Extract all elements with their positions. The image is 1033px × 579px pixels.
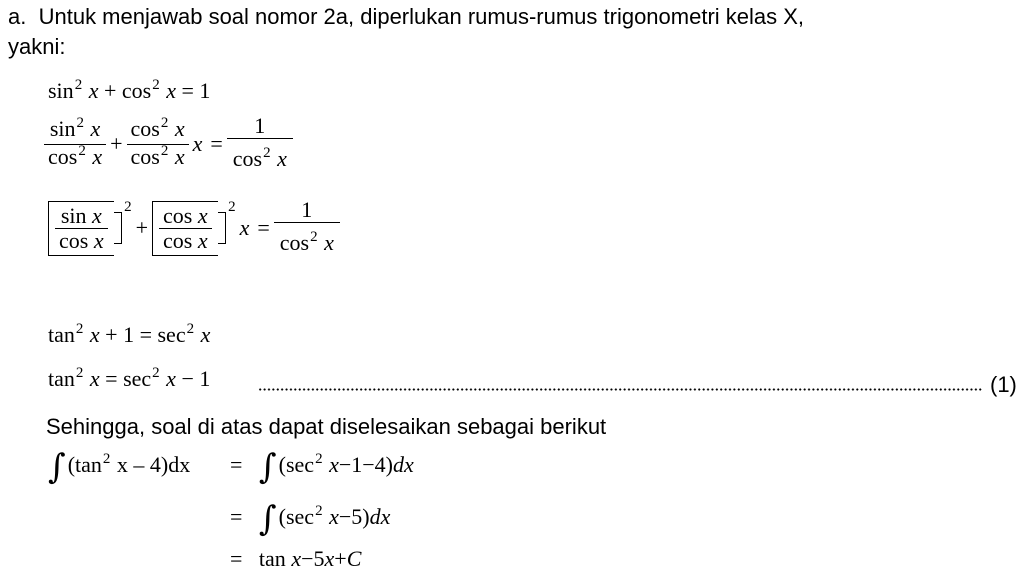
- conclusion-text: Sehingga, soal di atas dapat diselesaikan sebagai berikut: [46, 414, 607, 439]
- intro-text: Untuk menjawab soal nomor 2a, diperlukan rumus-rumus trigonometri kelas X,: [38, 4, 805, 29]
- fraction-1-over-cos2: $\frac{1}{\cos^2 x}$: [227, 114, 293, 174]
- integral-step-2: = $\int(\sec^2$ x−5)dx: [230, 499, 391, 539]
- integral-sign-icon: ∫: [258, 447, 277, 487]
- fraction-sin2-over-cos2: $\frac{\sin^2 x}{\cos^2 x}$: [44, 117, 106, 172]
- integral-step-1: = $\int(\sec^2$ x−1−4)dx: [230, 447, 414, 487]
- fraction-cos2-over-cos2: $\frac{\cos^2 x}{\cos^2 x}$: [127, 117, 189, 172]
- left-bracket-group-2: $\frac{\text{cos x}}{\text{cos x}}$: [152, 201, 218, 256]
- left-bracket-group-1: $\frac{\text{sin x}}{\text{cos x}}$: [48, 201, 114, 256]
- intro-line-2: yakni:: [8, 34, 66, 59]
- identity-line-4: $\tan^2 x + 1 = \sec^2 x$: [48, 321, 211, 347]
- identity-line-3: $\frac{\text{sin x}}{\text{cos x}}$ 2+ $\frac{\text{cos x}}{\text{cos x}}$ 2x = $\frac{1}{\cos^2 x}$: [48, 198, 340, 258]
- fraction-1-over-cos2-b: $\frac{1}{\cos^2 x}$: [274, 198, 340, 258]
- item-marker: a.: [8, 4, 27, 29]
- integral-sign-icon: ∫: [48, 447, 66, 487]
- intro-line-1: [8, 4, 804, 30]
- integral-lhs: $\int(\tan^2$ x – 4)dx: [48, 447, 191, 487]
- integral-sign-icon: ∫: [258, 499, 277, 539]
- identity-line-5: $\tan^2 x = \sec^2 x - 1$: [48, 365, 211, 391]
- identity-line-2: $\frac{\sin^2 x}{\cos^2 x}$ + $\frac{\cos^2 x}{\cos^2 x}$ x = $\frac{1}{\cos^2 x}$: [44, 114, 293, 174]
- equation-number: (1): [990, 372, 1017, 397]
- integral-step-3: = tan x−5x+C: [230, 546, 362, 571]
- identity-line-1: $\sin^2 x + \cos^2 x = 1$: [48, 77, 211, 103]
- dotted-leader: [258, 388, 982, 391]
